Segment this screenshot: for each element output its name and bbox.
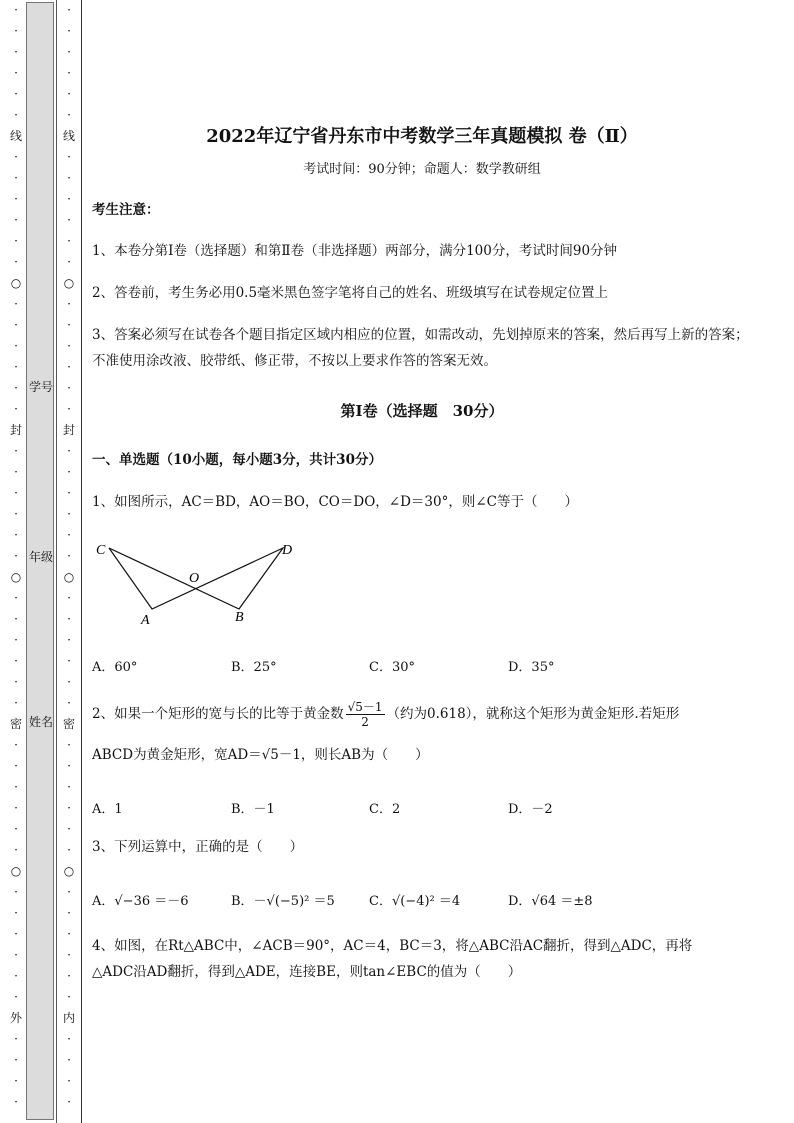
outer-binding-dot: · xyxy=(14,927,18,941)
inner-binding-dot: · xyxy=(67,990,71,1004)
outer-binding-dot: · xyxy=(14,255,18,269)
inner-binding-dot: · xyxy=(67,3,71,17)
q2-option-a[interactable]: A．1 xyxy=(92,802,123,817)
inner-binding-mark: 内 xyxy=(62,1011,75,1025)
inner-binding-dot: · xyxy=(67,66,71,80)
inner-binding-dot: · xyxy=(67,1095,71,1109)
outer-binding-marks xyxy=(9,0,23,1113)
q1-option-c[interactable]: C．30° xyxy=(369,660,415,675)
inner-binding-dot: · xyxy=(67,444,71,458)
inner-binding-dot: · xyxy=(67,507,71,521)
inner-binding-dot: · xyxy=(67,591,71,605)
inner-binding-dot: · xyxy=(67,339,71,353)
inner-binding-dot: · xyxy=(67,780,71,794)
q1-option-b[interactable]: B．25° xyxy=(231,660,277,675)
inner-binding-dot: · xyxy=(67,696,71,710)
fraction-numerator: √5－1 xyxy=(347,700,383,714)
q1-option-d[interactable]: D．35° xyxy=(508,660,555,675)
question-1-stem: 1、如图所示，AC＝BD，AO＝BO，CO＝DO，∠D＝30°，则∠C等于（ ） xyxy=(92,494,578,510)
inner-binding-mark: 线 xyxy=(62,129,75,143)
inner-binding-dot: · xyxy=(67,1053,71,1067)
inner-binding-dot: · xyxy=(67,297,71,311)
outer-binding-dot: · xyxy=(14,969,18,983)
point-a-label: A xyxy=(141,613,150,628)
outer-binding-dot: · xyxy=(14,759,18,773)
outer-binding-dot: · xyxy=(14,906,18,920)
outer-binding-dot: · xyxy=(14,1095,18,1109)
inner-binding-dot: · xyxy=(67,948,71,962)
inner-binding-dot: · xyxy=(67,801,71,815)
outer-binding-mark: 密 xyxy=(9,717,22,731)
q2-stem-part-a: 2、如果一个矩形的宽与长的比等于黄金数 xyxy=(92,706,344,722)
outer-binding-mark: 外 xyxy=(9,1011,22,1025)
inner-binding-mark: ○ xyxy=(63,276,75,290)
inner-binding-dot: · xyxy=(67,87,71,101)
inner-binding-dot: · xyxy=(67,969,71,983)
inner-binding-dot: · xyxy=(67,738,71,752)
point-o-label: O xyxy=(189,571,200,586)
outer-binding-dot: · xyxy=(14,780,18,794)
inner-binding-dot: · xyxy=(67,318,71,332)
outer-binding-dot: · xyxy=(14,1053,18,1067)
field-grade: 年级 xyxy=(28,550,53,564)
exam-info: 考试时间：90分钟；命题人：数学教研组 xyxy=(303,162,541,177)
q2-option-d[interactable]: D．－2 xyxy=(508,802,553,817)
outer-binding-dot: · xyxy=(14,318,18,332)
inner-binding-dot: · xyxy=(67,906,71,920)
inner-binding-dot: · xyxy=(67,675,71,689)
question-2-stem-line1 xyxy=(92,700,752,729)
outer-binding-dot: · xyxy=(14,507,18,521)
inner-binding-mark: 封 xyxy=(62,423,75,437)
q3-option-a[interactable]: A．√−36 ＝－6 xyxy=(92,894,189,909)
notice-item-2: 2、答卷前，考生务必用0.5毫米黑色签字笔将自己的姓名、班级填写在试卷规定位置上 xyxy=(92,285,609,301)
outer-binding-dot: · xyxy=(14,738,18,752)
outer-binding-dot: · xyxy=(14,3,18,17)
inner-binding-dot: · xyxy=(67,45,71,59)
notice-heading: 考生注意： xyxy=(92,202,160,218)
outer-binding-dot: · xyxy=(14,990,18,1004)
outer-binding-dot: · xyxy=(14,528,18,542)
outer-binding-dot: · xyxy=(14,591,18,605)
inner-binding-dot: · xyxy=(67,171,71,185)
field-name: 姓名 xyxy=(28,715,53,729)
inner-binding-dot: · xyxy=(67,654,71,668)
inner-binding-marks xyxy=(62,0,76,1113)
outer-binding-dot: · xyxy=(14,360,18,374)
fraction-denominator: 2 xyxy=(361,715,369,729)
outer-binding-dot: · xyxy=(14,465,18,479)
inner-binding-dot: · xyxy=(67,255,71,269)
outer-binding-dot: · xyxy=(14,192,18,206)
outer-binding-dot: · xyxy=(14,339,18,353)
outer-binding-dot: · xyxy=(14,843,18,857)
inner-binding-dot: · xyxy=(67,759,71,773)
inner-binding-dot: · xyxy=(67,24,71,38)
question-3-stem: 3、下列运算中，正确的是（ ） xyxy=(92,839,304,855)
inner-binding-dot: · xyxy=(67,150,71,164)
inner-binding-dot: · xyxy=(67,549,71,563)
inner-binding-dot: · xyxy=(67,1074,71,1088)
inner-binding-dot: · xyxy=(67,465,71,479)
outer-binding-dot: · xyxy=(14,1032,18,1046)
question-4-stem-line1: 4、如图，在Rt△ABC中，∠ACB＝90°，AC＝4，BC＝3，将△ABC沿AC翻折，得到△ADC，再将 xyxy=(92,938,693,954)
outer-binding-dot: · xyxy=(14,885,18,899)
notice-item-3: 3、答案必须写在试卷各个题目指定区域内相应的位置，如需改动，先划掉原来的答案，然后再写上新的答案；不准使用涂改液、胶带纸、修正带，不按以上要求作答的答案无效。 xyxy=(92,327,749,369)
inner-binding-dot: · xyxy=(67,234,71,248)
inner-binding-dot: · xyxy=(67,213,71,227)
inner-binding-dot: · xyxy=(67,528,71,542)
outer-binding-mark: 封 xyxy=(9,423,22,437)
inner-binding-dot: · xyxy=(67,402,71,416)
inner-binding-dot: · xyxy=(67,843,71,857)
outer-binding-mark: ○ xyxy=(10,570,22,584)
outer-binding-dot: · xyxy=(14,822,18,836)
q1-option-a[interactable]: A．60° xyxy=(92,660,138,675)
outer-binding-dot: · xyxy=(14,66,18,80)
outer-binding-dot: · xyxy=(14,1074,18,1088)
q3-option-c[interactable]: C．√(−4)² ＝4 xyxy=(369,894,461,909)
notice-item-1: 1、本卷分第I卷（选择题）和第Ⅱ卷（非选择题）两部分，满分100分，考试时间90分钟 xyxy=(92,243,618,259)
q2-option-c[interactable]: C．2 xyxy=(369,802,401,817)
inner-binding-dot: · xyxy=(67,486,71,500)
binding-line xyxy=(81,0,82,1123)
outer-binding-dot: · xyxy=(14,654,18,668)
outer-binding-dot: · xyxy=(14,234,18,248)
outer-binding-mark: ○ xyxy=(10,864,22,878)
inner-binding-dot: · xyxy=(67,822,71,836)
inner-binding-mark: ○ xyxy=(63,570,75,584)
inner-binding-dot: · xyxy=(67,108,71,122)
outer-binding-dot: · xyxy=(14,24,18,38)
page-title: 2022年辽宁省丹东市中考数学三年真题模拟 卷（Ⅱ） xyxy=(206,126,638,147)
outer-binding-dot: · xyxy=(14,171,18,185)
question-4-stem-line2: △ADC沿AD翻折，得到△ADE，连接BE，则tan∠EBC的值为（ ） xyxy=(92,964,522,980)
inner-binding-dot: · xyxy=(67,885,71,899)
part-title: 一、单选题（10小题，每小题3分，共计30分） xyxy=(92,452,382,468)
q2-option-b[interactable]: B．－1 xyxy=(231,802,275,817)
q3-option-d[interactable]: D．√64 ＝±8 xyxy=(508,894,593,909)
inner-binding-dot: · xyxy=(67,192,71,206)
q2-stem-part-b: （约为0.618），就称这个矩形为黄金矩形.若矩形 xyxy=(386,706,680,722)
outer-binding-dot: · xyxy=(14,87,18,101)
outer-binding-dot: · xyxy=(14,213,18,227)
outer-binding-dot: · xyxy=(14,948,18,962)
point-c-label: C xyxy=(96,543,106,558)
outer-binding-dot: · xyxy=(14,696,18,710)
point-d-label: D xyxy=(282,543,293,558)
outer-binding-dot: · xyxy=(14,45,18,59)
inner-binding-mark: ○ xyxy=(63,864,75,878)
golden-ratio-fraction xyxy=(346,700,385,729)
field-student-id: 学号 xyxy=(28,380,53,394)
inner-binding-dot: · xyxy=(67,633,71,647)
outer-binding-dot: · xyxy=(14,675,18,689)
q3-option-b[interactable]: B．－√(−5)² ＝5 xyxy=(231,894,335,909)
point-b-label: B xyxy=(235,610,244,625)
inner-binding-gutter xyxy=(62,0,76,1123)
outer-binding-dot: · xyxy=(14,612,18,626)
band-border xyxy=(56,0,57,1123)
outer-binding-dot: · xyxy=(14,381,18,395)
student-info-band xyxy=(26,2,54,1120)
section-title: 第I卷（选择题 30分） xyxy=(340,402,504,420)
inner-binding-dot: · xyxy=(67,927,71,941)
outer-binding-dot: · xyxy=(14,402,18,416)
outer-binding-dot: · xyxy=(14,486,18,500)
outer-binding-dot: · xyxy=(14,801,18,815)
outer-binding-dot: · xyxy=(14,108,18,122)
inner-binding-mark: 密 xyxy=(62,717,75,731)
inner-binding-dot: · xyxy=(67,381,71,395)
inner-binding-dot: · xyxy=(67,1032,71,1046)
inner-binding-dot: · xyxy=(67,612,71,626)
outer-binding-dot: · xyxy=(14,297,18,311)
outer-binding-dot: · xyxy=(14,549,18,563)
outer-binding-mark: ○ xyxy=(10,276,22,290)
outer-binding-dot: · xyxy=(14,444,18,458)
outer-binding-dot: · xyxy=(14,150,18,164)
outer-binding-mark: 线 xyxy=(9,129,22,143)
question-1-figure xyxy=(92,535,312,630)
outer-binding-gutter xyxy=(9,0,23,1123)
outer-binding-dot: · xyxy=(14,633,18,647)
question-2-stem-line2: ABCD为黄金矩形，宽AD＝√5－1，则长AB为（ ） xyxy=(92,747,429,763)
inner-binding-dot: · xyxy=(67,360,71,374)
